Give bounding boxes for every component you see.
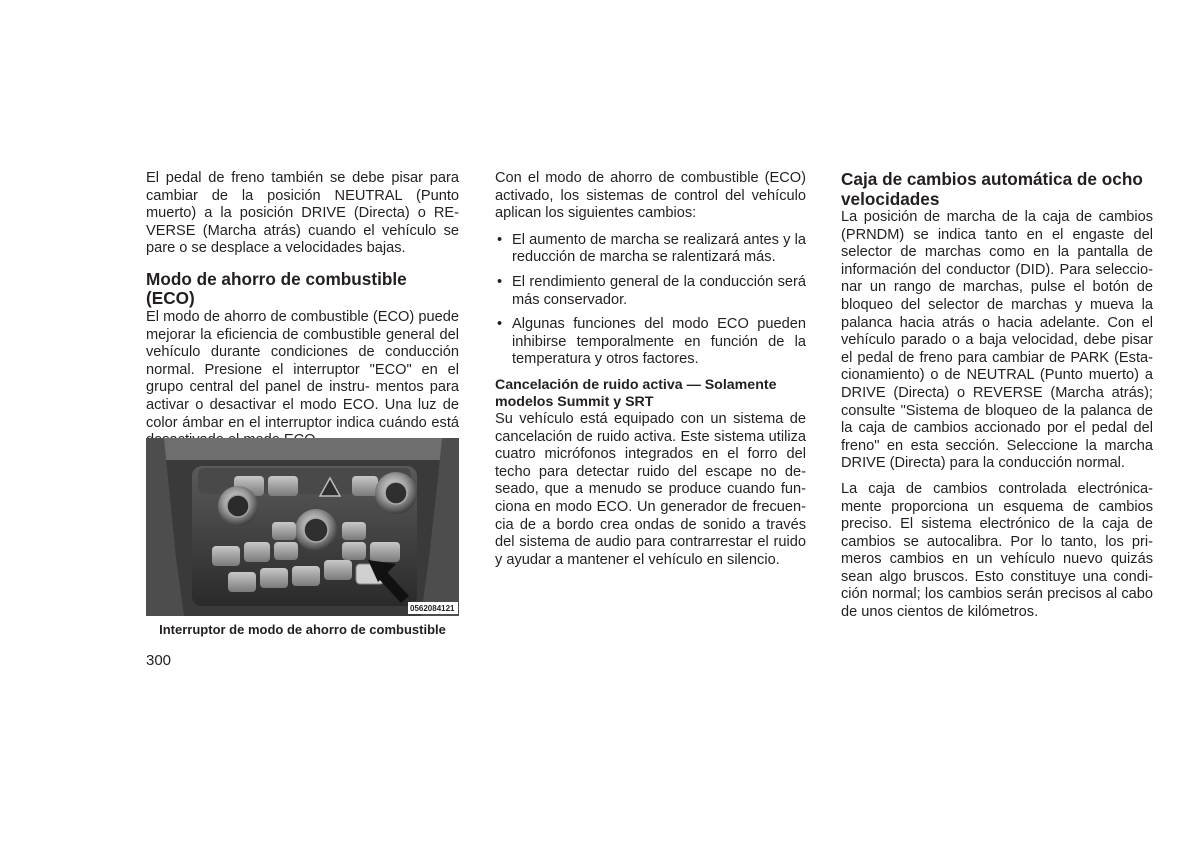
column-middle (495, 170, 806, 569)
column-right (841, 170, 1153, 622)
noise-cancel-heading: Cancelación de ruido activa — Solamente modelos Summit y SRT (495, 376, 777, 410)
eco-changes-intro: Con el modo de ahorro de combustible (ECO) activado, los sistemas de control del vehículo aplican los siguientes cambios: (495, 170, 806, 222)
list-item: • Algunas funciones del modo ECO pueden inhibirse temporalmente en función de la temperatura y otros factores. (497, 316, 806, 368)
bullet-icon: • (497, 273, 503, 290)
figure-code: 0562084121 (410, 604, 455, 613)
page-number: 300 (146, 652, 172, 669)
brake-pedal-paragraph: El pedal de freno también se debe pisar para cambiar de la posición NEUTRAL (Punto muerto) a la posición DRIVE (Directa) o RE- VERSE (Marcha atrás) cuando el vehículo se pare o se desplace a velocidades bajas. (146, 170, 459, 257)
bullet-icon: • (497, 231, 503, 248)
noise-cancel-paragraph: Su vehículo está equipado con un sistema de cancelación de ruido activa. Este sistema utiliza cuatro micrófonos integrados en el forro del techo para detectar ruido del escape no de- seado, que a menudo se produce cuando fun- ciona en modo ECO. Un generador de frecuen- cia de a bordo crea ondas de sonido a través del sistema de audio para contrarrestar el ruido y ayudar a mantener el vehículo en silencio. (495, 410, 806, 568)
eco-mode-paragraph: El modo de ahorro de combustible (ECO) puede mejorar la eficiencia de combustible general del vehículo durante condiciones de conducción normal. Presione el interruptor "ECO" en el grupo central del panel de instru- mentos para activar o desactivar el modo ECO. Una luz de color ámbar en el interruptor indica cuándo está (146, 308, 459, 431)
transmission-heading: Caja de cambios automática de ocho velocidades (841, 169, 1143, 209)
list-item: • El rendimiento general de la conducción será más conservador. (497, 273, 806, 308)
bullet-icon: • (497, 316, 503, 333)
figure-caption: Interruptor de modo de ahorro de combustible (159, 622, 446, 637)
column-left (146, 170, 459, 450)
eco-switch-photo (146, 438, 459, 616)
eco-changes-list (495, 232, 806, 369)
eco-mode-heading: Modo de ahorro de combustible (ECO) (146, 268, 407, 309)
transmission-paragraph-1: La posición de marcha de la caja de cambios (PRNDM) se indica tanto en el engaste del selector de marchas como en la pantalla de información del conductor (DID). Para seleccio- nar un rango de marchas, pulse el botón de bloqueo del selector de marchas y mueva la palanca hacia atrás o hacia adelante. Con el vehículo parado o a baja velocidad, debe pisar el pedal de freno para cambiar de PARK (Esta- cionamiento) o de NEUTRAL (Punto muerto) a DRIVE (Directa) o REVERSE (Marcha atrás); consulte "Sistema de bloqueo de la palanca de la caja de cambios accionado por el pedal del freno" en esta sección. Seleccione la marcha DRIVE (Directa) para la conducción normal. (841, 209, 1153, 472)
transmission-paragraph-2: La caja de cambios controlada electrónica- mente proporciona un esquema de cambios preciso. El sistema electrónico de la caja de cambios se autocalibra. Por lo tanto, los pri- meros cambios en un vehículo nuevo quizás sean algo bruscos. Esto constituye una condi- ción normal; los cambios serán precisos al cabo de unos cientos de kilómetros. (841, 480, 1153, 621)
list-item: • El aumento de marcha se realizará antes y la reducción de marcha se ralentizará más. (497, 231, 806, 266)
